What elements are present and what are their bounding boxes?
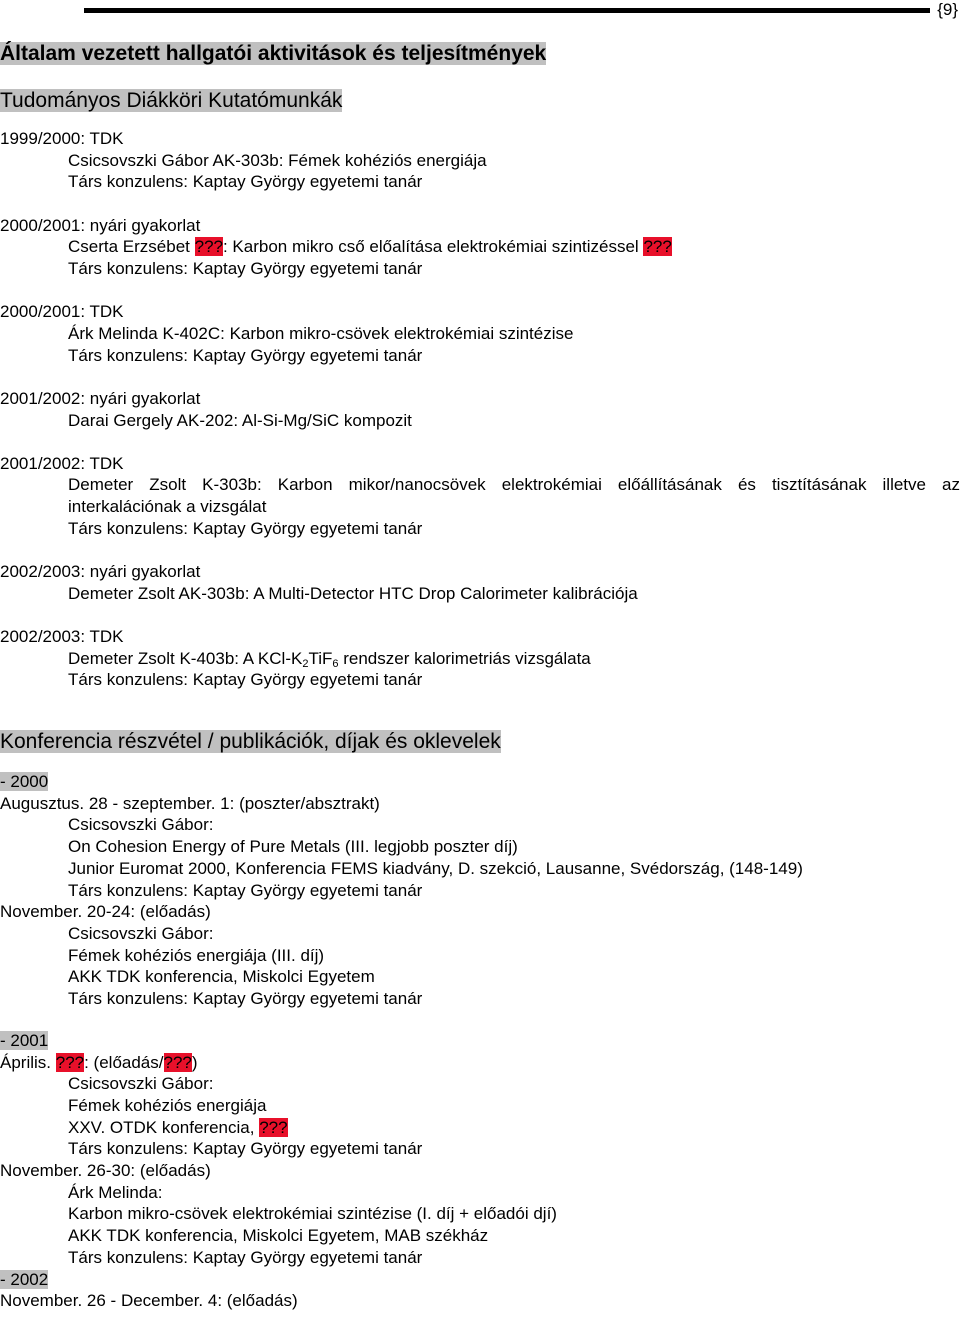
year-group-2000 [0,771,960,1010]
tdk-entry [0,388,960,431]
tdk-student: Darai Gergely AK-202: Al-Si-Mg/SiC kompozit [68,410,412,430]
year-label: - 2001 [0,1030,49,1050]
event-date: November. 26-30: (előadás) [0,1161,211,1181]
event-consultant: Társ konzulens: Kaptay György egyetemi tanár [68,989,423,1009]
tdk-period: 1999/2000: TDK [0,129,124,148]
event-work: Fémek kohéziós energiája (III. díj) [68,945,325,965]
tdk-student: Demeter Zsolt AK-303b: A Multi-Detector HTC Drop Calorimeter kalibrációja [68,583,638,603]
event-work: On Cohesion Energy of Pure Metals (III. legjobb poszter díj) [68,837,518,857]
event-work: Fémek kohéziós energiája [68,1095,267,1115]
tdk-student: Árk Melinda K-402C: Karbon mikro-csövek elektrokémiai szintézise [68,323,574,343]
tdk-consultant: Társ konzulens: Kaptay György egyetemi tanár [68,259,423,279]
tdk-entry [0,215,960,280]
header-rule [84,8,930,13]
tdk-student: Demeter Zsolt K-403b: A KCl-$K_2TiF_6$ rendszer kalorimetriás vizsgálata [68,648,591,670]
event-venue: AKK TDK konferencia, Miskolci Egyetem, MAB székház [68,1226,489,1246]
year-label: - 2002 [0,1269,49,1289]
tdk-consultant: Társ konzulens: Kaptay György egyetemi tanár [68,345,423,365]
event-date: Április. ???: (előadás/???) [0,1052,198,1072]
unknown-marker: ??? [55,1052,85,1072]
unknown-marker: ??? [194,237,223,257]
page-number: {9} [937,0,958,19]
unknown-marker: ??? [643,237,672,257]
event-venue: AKK TDK konferencia, Miskolci Egyetem [68,967,375,987]
tdk-entry [0,626,960,691]
event-venue: XXV. OTDK konferencia, ??? [68,1117,288,1137]
year-label: - 2000 [0,772,49,792]
event-author: Árk Melinda: [68,1182,163,1202]
document-body [0,38,960,1312]
tdk-period: 2002/2003: TDK [0,626,124,646]
unknown-marker: ??? [163,1052,192,1072]
unknown-marker: ??? [259,1117,288,1137]
tdk-entry [0,128,960,193]
event-author: Csicsovszki Gábor: [68,815,214,835]
event-consultant: Társ konzulens: Kaptay György egyetemi tanár [68,1247,423,1267]
tdk-period: 2001/2002: TDK [0,453,124,473]
tdk-consultant: Társ konzulens: Kaptay György egyetemi tanár [68,670,423,690]
event-venue: Junior Euromat 2000, Konferencia FEMS kiadvány, D. szekció, Lausanne, Svédország, (148-149) [68,858,803,878]
event-date: Augusztus. 28 - szeptember. 1: (poszter/absztrakt) [0,793,380,813]
year-group-2002 [0,1269,960,1312]
event-work: Karbon mikro-csövek elektrokémiai szintézise (I. díj + előadói djí) [68,1204,557,1224]
event-consultant: Társ konzulens: Kaptay György egyetemi tanár [68,1139,423,1159]
event-consultant: Társ konzulens: Kaptay György egyetemi tanár [68,880,423,900]
conference-section-heading: Konferencia részvétel / publikációk, díjak és oklevelek [0,730,501,754]
tdk-student: Csicsovszki Gábor AK-303b: Fémek kohéziós energiája [68,150,487,170]
event-date: November. 20-24: (előadás) [0,902,211,922]
event-date: November. 26 - December. 4: (előadás) [0,1291,298,1311]
page-title: Általam vezetett hallgatói aktivitások és teljesítmények [0,42,547,65]
tdk-student: Demeter Zsolt K-303b: Karbon mikor/nanocsövek elektrokémiai előállításának és tisztításának illetve az interkalációnak a vizsgálat [68,475,960,517]
tdk-entry [0,561,960,604]
tdk-period: 2000/2001: nyári gyakorlat [0,215,201,235]
tdk-period: 2000/2001: TDK [0,302,124,322]
event-author: Csicsovszki Gábor: [68,1074,214,1094]
tdk-section-heading: Tudományos Diákköri Kutatómunkák [0,89,343,112]
event-author: Csicsovszki Gábor: [68,923,214,943]
tdk-period: 2001/2002: nyári gyakorlat [0,388,201,408]
tdk-entry [0,301,960,366]
tdk-period: 2002/2003: nyári gyakorlat [0,562,201,582]
year-group-2001 [0,1030,960,1269]
tdk-student: Cserta Erzsébet ???: Karbon mikro cső előalítása elektrokémiai szintizéssel ??? [68,237,672,257]
tdk-consultant: Társ konzulens: Kaptay György egyetemi tanár [68,172,423,192]
tdk-consultant: Társ konzulens: Kaptay György egyetemi tanár [68,518,423,538]
tdk-entry [0,453,960,540]
